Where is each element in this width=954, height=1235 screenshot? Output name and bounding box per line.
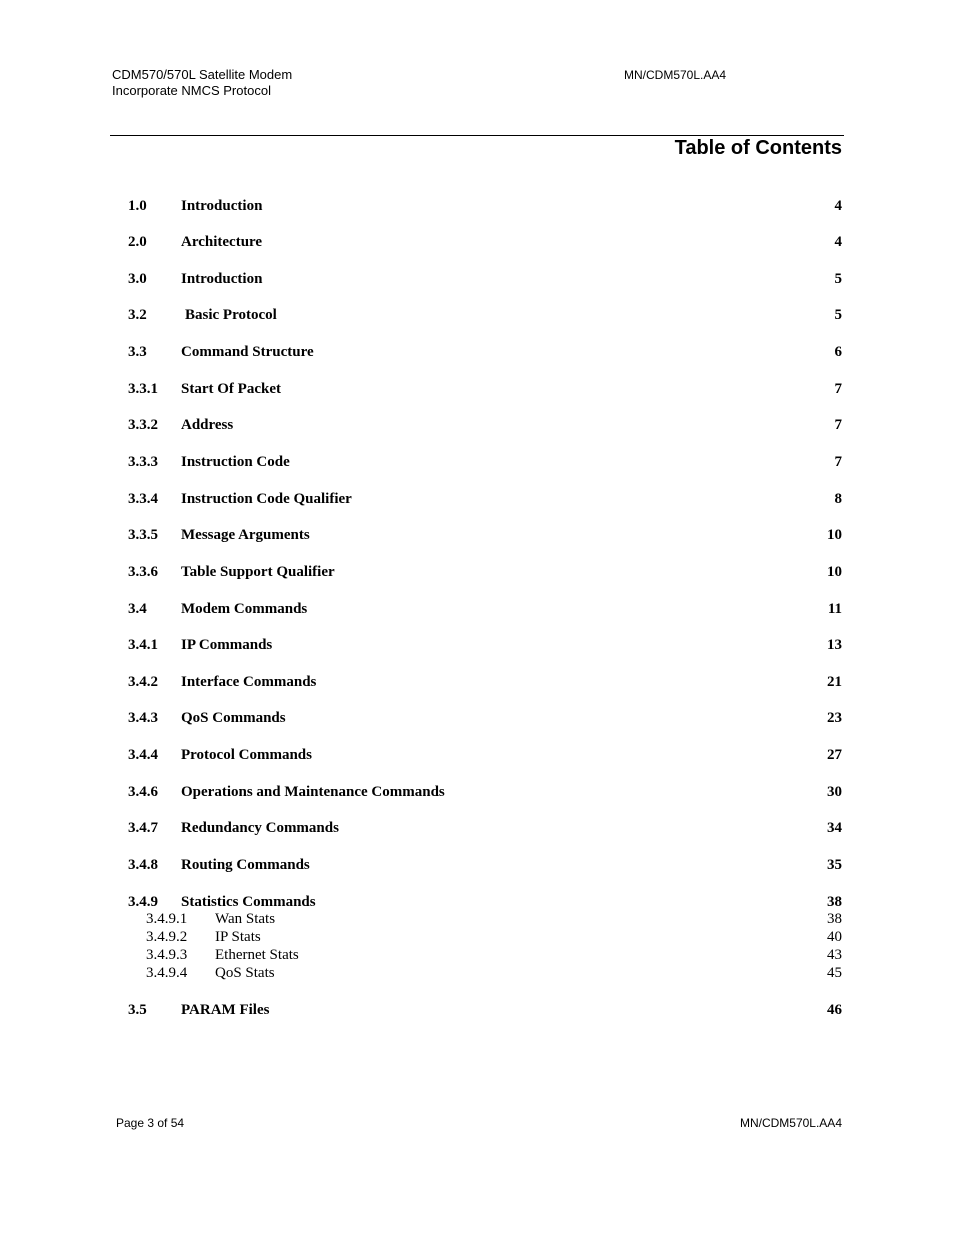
toc-page-number[interactable]: 8 <box>834 491 842 507</box>
toc-section-number: 3.4.3 <box>128 710 158 726</box>
toc-page-number[interactable]: 7 <box>834 381 842 397</box>
toc-entry[interactable] <box>128 196 842 216</box>
header-product-title: CDM570/570L Satellite Modem <box>112 67 293 82</box>
toc-section-number: 3.3.4 <box>128 491 158 507</box>
toc-section-number: 3.4.9.3 <box>146 947 188 963</box>
toc-entry[interactable] <box>128 379 842 399</box>
toc-section-title[interactable]: Routing Commands <box>181 857 310 873</box>
toc-section-title[interactable]: Wan Stats <box>215 911 276 927</box>
toc-section-number: 3.3.5 <box>128 527 158 543</box>
toc-entry[interactable] <box>128 672 842 692</box>
toc-section-title[interactable]: Instruction Code <box>181 454 290 470</box>
toc-entry[interactable] <box>128 269 842 289</box>
toc-entry[interactable] <box>128 305 842 325</box>
toc-entry[interactable] <box>128 599 842 619</box>
toc-section-number: 3.3.3 <box>128 454 158 470</box>
toc-entry[interactable] <box>128 415 842 435</box>
toc-page-number[interactable]: 5 <box>834 307 842 323</box>
toc-page-number[interactable]: 4 <box>834 234 842 250</box>
toc-section-title[interactable]: IP Stats <box>215 929 261 945</box>
toc-section-number: 2.0 <box>128 234 147 250</box>
toc-section-title[interactable]: Operations and Maintenance Commands <box>181 784 445 800</box>
toc-section-number: 3.3.6 <box>128 564 158 580</box>
toc-section-title[interactable]: PARAM Files <box>181 1002 270 1018</box>
toc-section-number: 3.4.9.1 <box>146 911 188 927</box>
toc-section-number: 3.2 <box>128 307 147 323</box>
toc-entry[interactable] <box>128 489 842 509</box>
toc-section-number: 3.4.9.4 <box>146 965 188 981</box>
toc-page-number[interactable]: 27 <box>827 747 842 763</box>
toc-section-title[interactable]: QoS Stats <box>215 965 275 981</box>
toc-entry[interactable] <box>128 1000 842 1020</box>
toc-entry[interactable] <box>128 818 842 838</box>
toc-entry[interactable] <box>128 892 842 912</box>
toc-section-number: 3.5 <box>128 1002 147 1018</box>
toc-page-number[interactable]: 45 <box>827 965 842 981</box>
toc-section-title[interactable]: Architecture <box>181 234 263 250</box>
toc-section-number: 1.0 <box>128 198 147 214</box>
toc-page-number[interactable]: 40 <box>827 929 842 945</box>
toc-page-number[interactable]: 11 <box>827 601 842 617</box>
toc-entry[interactable] <box>128 855 842 875</box>
toc-section-number: 3.4.9.2 <box>146 929 188 945</box>
toc-page-number[interactable]: 21 <box>827 674 842 690</box>
toc-section-title[interactable]: Address <box>181 417 234 433</box>
toc-page-number[interactable]: 4 <box>834 198 842 214</box>
toc-page-number[interactable]: 10 <box>827 527 842 543</box>
toc-page-number[interactable]: 35 <box>827 857 842 873</box>
toc-section-title[interactable]: Introduction <box>181 198 263 214</box>
toc-page-number[interactable]: 38 <box>827 894 842 910</box>
toc-section-number: 3.3.2 <box>128 417 158 433</box>
toc-entry[interactable] <box>128 708 842 728</box>
toc-section-number: 3.4.9 <box>128 894 158 910</box>
toc-page-number[interactable]: 46 <box>827 1002 842 1018</box>
toc-page-number[interactable]: 13 <box>827 637 842 653</box>
footer-page-number: Page 3 of 54 <box>116 1116 185 1130</box>
toc-section-title[interactable]: Modem Commands <box>181 601 308 617</box>
toc-entry[interactable] <box>128 525 842 545</box>
toc-section-number: 3.4.1 <box>128 637 158 653</box>
toc-section-number: 3.0 <box>128 271 147 287</box>
toc-page-number[interactable]: 7 <box>834 454 842 470</box>
toc-entry[interactable] <box>128 342 842 362</box>
toc-section-title[interactable]: Introduction <box>181 271 263 287</box>
toc-section-title[interactable]: IP Commands <box>181 637 273 653</box>
toc-entry[interactable] <box>128 635 842 655</box>
toc-page-number[interactable]: 23 <box>827 710 842 726</box>
toc-entry[interactable] <box>128 745 842 765</box>
toc-section-title[interactable]: Ethernet Stats <box>215 947 299 963</box>
toc-section-title[interactable]: Command Structure <box>181 344 314 360</box>
toc-title: Table of Contents <box>674 137 842 159</box>
footer-doc-id: MN/CDM570L.AA4 <box>739 1116 842 1130</box>
toc-page-number[interactable]: 43 <box>827 947 842 963</box>
toc-subentry[interactable] <box>146 928 842 946</box>
toc-subentry[interactable] <box>146 910 842 928</box>
toc-page-number[interactable]: 5 <box>834 271 842 287</box>
toc-entry[interactable] <box>128 782 842 802</box>
toc-section-title[interactable]: Table Support Qualifier <box>181 564 335 580</box>
toc-page-number[interactable]: 38 <box>827 911 842 927</box>
header-divider <box>110 135 844 136</box>
toc-section-number: 3.4 <box>128 601 147 617</box>
toc-section-number: 3.4.6 <box>128 784 158 800</box>
toc-section-number: 3.4.7 <box>128 820 158 836</box>
toc-page-number[interactable]: 7 <box>834 417 842 433</box>
toc-entry[interactable] <box>128 232 842 252</box>
toc-page-number[interactable]: 30 <box>827 784 842 800</box>
toc-section-number: 3.4.8 <box>128 857 158 873</box>
toc-subentry[interactable] <box>146 946 842 964</box>
toc-section-title[interactable]: Message Arguments <box>181 527 310 543</box>
toc-section-title[interactable]: Statistics Commands <box>181 894 316 910</box>
toc-section-title[interactable]: Start Of Packet <box>181 381 281 397</box>
toc-entry[interactable] <box>128 452 842 472</box>
toc-page-number[interactable]: 34 <box>827 820 842 836</box>
toc-section-title[interactable]: Protocol Commands <box>181 747 312 763</box>
toc-section-number: 3.4.4 <box>128 747 158 763</box>
toc-page-number[interactable]: 10 <box>827 564 842 580</box>
toc-section-title[interactable]: Interface Commands <box>181 674 317 690</box>
header-doc-id: MN/CDM570L.AA4 <box>624 68 727 82</box>
toc-section-number: 3.4.2 <box>128 674 158 690</box>
toc-page-number[interactable]: 6 <box>834 344 842 360</box>
toc-section-title[interactable]: Redundancy Commands <box>181 820 339 836</box>
toc-section-title[interactable]: Basic Protocol <box>185 307 277 323</box>
toc-section-title[interactable]: Instruction Code Qualifier <box>181 491 352 507</box>
toc-entry[interactable] <box>128 562 842 582</box>
toc-section-number: 3.3 <box>128 344 147 360</box>
toc-subentry[interactable] <box>146 964 842 982</box>
toc-section-number: 3.3.1 <box>128 381 158 397</box>
toc-section-title[interactable]: QoS Commands <box>181 710 286 726</box>
header-subtitle: Incorporate NMCS Protocol <box>112 83 271 98</box>
